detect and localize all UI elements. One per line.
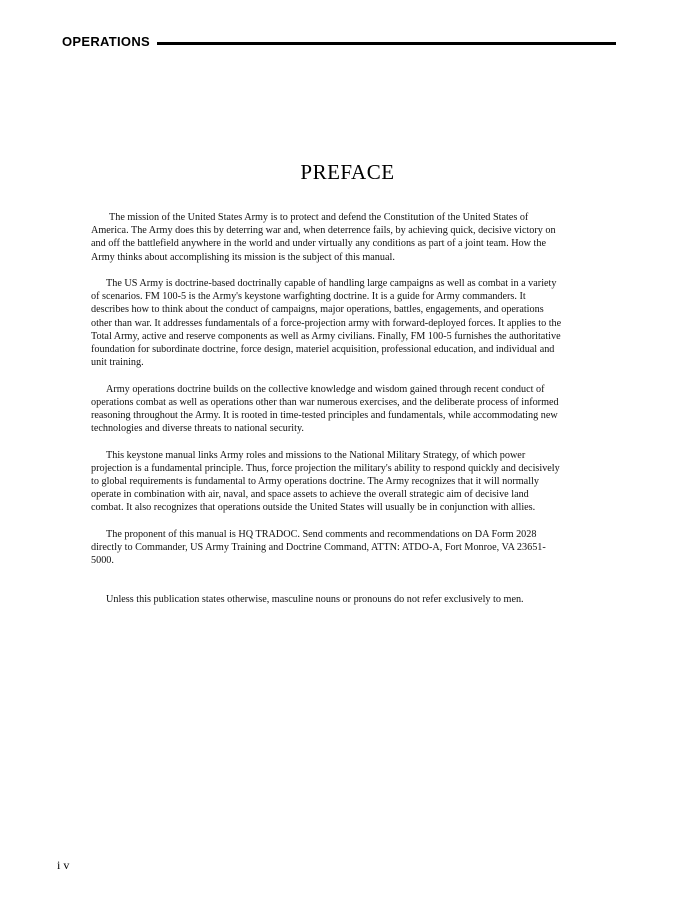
preface-body bbox=[91, 211, 563, 620]
paragraph-operations-doctrine: Army operations doctrine builds on the collective knowledge and wisdom gained through recent conduct of operations combat as well as operations other than war numerous exercises, and the deliberate process of informed reasoning throughout the Army. It is rooted in time-tested principles and fundamentals, while accommodating new technologies and diverse threats to national security. bbox=[91, 383, 559, 435]
paragraph-doctrine-based: The US Army is doctrine-based doctrinally capable of handling large campaigns as well as combat in a variety of scenarios. FM 100-5 is the Army's keystone warfighting doctrine. It is a guide for Army commanders. It describes how to think about the conduct of campaigns, major operations, battles, engagements, and operations other than war. It addresses fundamentals of a force-projection army with forward-deployed forces. It applies to the Total Army, active and reserve components as well as Army civilians. Finally, FM 100-5 furnishes the authoritative foundation for subordinate doctrine, force design, materiel acquisition, professional education, and individual and unit training. bbox=[91, 278, 562, 369]
running-header-title: OPERATIONS bbox=[62, 33, 150, 49]
page-number: iv bbox=[57, 858, 73, 872]
paragraph-keystone-manual: This keystone manual links Army roles and missions to the National Military Strategy, of which power projection is a fundamental principle. Thus, force projection the military's ability to respond quickly and decisively to global requirements is fundamental to Army operations doctrine. The Army recognizes that it will normally operate in combination with air, naval, and space assets to achieve the overall strategic aim of decisive land combat. It also recognizes that operations outside the United States will usually be in conjunction with allies. bbox=[91, 449, 560, 514]
paragraph-mission: The mission of the United States Army is to protect and defend the Constitution of the United States of America. The Army does this by deterring war and, when deterrence fails, by achieving quick, decisive victory on and off the battlefield anywhere in the world and under virtually any conditions as part of a joint team. How the Army thinks about accomplishing its mission is the subject of this manual. bbox=[91, 212, 556, 263]
header-rule bbox=[157, 42, 616, 45]
paragraph-proponent: The proponent of this manual is HQ TRADOC. Send comments and recommendations on DA Form 2028 directly to Commander, US Army Training and Doctrine Command, ATTN: ATDO-A, Fort Monroe, VA 23651-5000. bbox=[91, 528, 546, 567]
paragraph-gender-note: Unless this publication states otherwise, masculine nouns or pronouns do not refer exclusively to men. bbox=[106, 594, 524, 606]
page-title: PREFACE bbox=[300, 160, 395, 184]
running-header bbox=[62, 32, 616, 50]
